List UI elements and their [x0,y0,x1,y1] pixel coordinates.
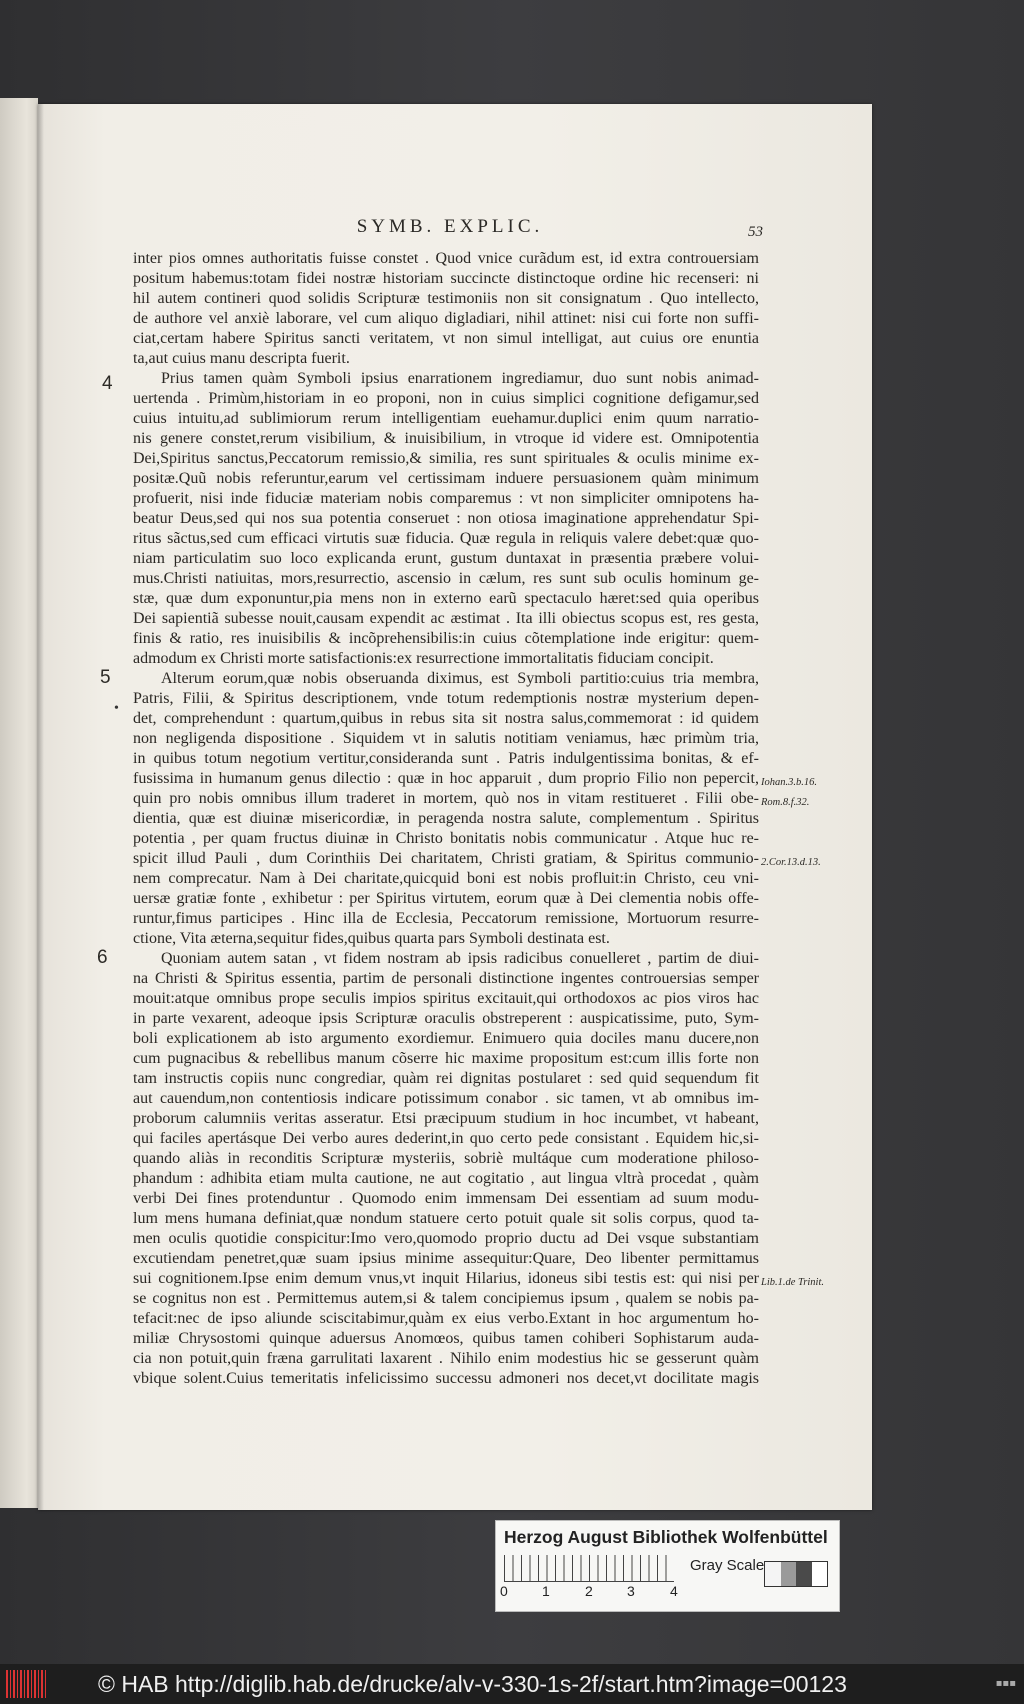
text-line: positum habemus:totam fidei nostræ historiam succincte distinctoque ordine hic recenseri: ni [133,270,759,287]
ruler-label: 1 [542,1583,550,1599]
text-line: Patris, Filii, & Spiritus descriptionem, vnde totum redemptionis nostræ mysterium depen- [133,690,759,707]
margin-note: Rom.8.f.32. [761,797,810,808]
text-line: lum mens humana definiat,quæ nondum statuere certo potuit quale sit solis corpus, quod ta- [133,1210,759,1227]
text-line: miliæ Chrysostomi quinque aduersus Anomœos, quibus tamen cohiberi Sophistarum auda- [133,1330,759,1347]
text-line: qui faciles apertásque Dei verbo aures dederint,in quo certo pede consistant . Equidem hic,si- [133,1130,759,1147]
paragraph-number-6: 6 [97,947,108,968]
margin-note: Lib.1.de Trinit. [761,1277,825,1288]
paragraph-number-5: 5 [100,667,111,688]
ruler-label: 4 [670,1583,678,1599]
text-line: de authore vel anxiè laborare, vel cum aliquo digladiari, nihil attinet: nisi cui forte non suffi- [133,310,759,327]
text-block [133,249,759,1389]
margin-note: 2.Cor.13.d.13. [761,857,821,868]
text-line: verbi Dei fines protenduntur . Quomodo enim immensam Dei essentiam ad suum modu- [133,1190,759,1207]
text-line: dientia, quæ est diuinæ misericordiæ, in peragenda nostra salute, complementum . Spiritus [133,810,759,827]
text-line: in quibus totum negotium vertitur,consideranda sunt . Patris indulgentissima bonitas, & ef- [133,750,759,767]
text-line: spicit illud Pauli , dum Corinthiis Dei charitatem, Christi gratiam, & Spiritus communio- [133,850,759,867]
text-line: tam instructis copiis nunc congrediar, quàm rei dignitas postularet : sed quid sequendum fit [133,1070,759,1087]
gray-swatch [765,1562,781,1586]
text-line: ta,aut cuius manu descripta fuerit. [133,350,350,367]
text-line: runtur,fimus participes . Hinc illa de Ecclesia, Peccatorum remissione, Mortuorum resurre- [133,910,759,927]
text-line: admodum ex Christi morte satisfactionis:ex resurrectione immortalitatis fiduciam concipit. [133,650,714,667]
text-line: positæ.Quũ nobis referuntur,earum vel certissimam induere persuasionem quàm minimum [133,470,759,487]
text-line: profuerit, nisi inde fiduciæ materiam nobis comparemus : vt non simpliciter omnipotens ha- [133,490,759,507]
text-line: na Christi & Spiritus essentia, partim de personali distinctione ingentes controuersias semper [133,970,759,987]
running-head: SYMB. EXPLIC. [356,216,544,237]
paragraph-number-4: 4 [102,373,113,394]
menu-dots-icon[interactable]: ▪▪▪ [995,1678,1016,1689]
text-line: Dei,Spiritus sanctus,Peccatorum remissio,& similia, res sunt spirituales & oculis minime ex- [133,450,759,467]
barcode-icon [6,1670,46,1698]
text-line: nem comprecatur. Nam à Dei charitate,quicquid boni est nobis profluit:in Christo, ceu vni- [133,870,759,887]
text-line: quin pro nobis omnibus illum traderet in mortem, quò nos in vitam restitueret . Filii obe- [133,790,759,807]
text-line: stæ, quæ dum exponuntur,pia mens non in externo earũ spectaculo hæret:sed quia operibus [133,590,759,607]
page-gutter-shadow [38,104,44,1510]
ruler-label: 3 [627,1583,635,1599]
text-line: hil autem contineri quod solidis Scripturæ testimoniis non sit consignatum . Quo intellecto, [133,290,759,307]
text-line: mouit:atque omnibus prope seculis impios spiritus excitauit,qui orthodoxos ac pios viros hac [133,990,759,1007]
text-line: se cognitus non est . Permittemus autem,si & talem concipiemus ipsum , qualem se nobis pa- [133,1290,759,1307]
text-line: sui cognitionem.Ipse enim demum vnus,vt inquit Hilarius, idoneus sibi testis est: qui nisi per [133,1270,759,1287]
text-line: phandum : adhibita etiam multa cautione, ne aut cogitatio , aut lingua vltrà procedat , quàm [133,1170,759,1187]
text-line: inter pios omnes authoritatis fuisse constet . Quod vnice curãdum est, id extra controuersiam [133,250,759,267]
text-line: tefacit:nec de ipso aliunde sciscitabimur,quàm ex eius verbo.Extant in hoc argumentum ho- [133,1310,759,1327]
text-line: beatur Deus,sed qui nos sua potentia conseruet : non otiosa imaginatione apprehendatur Spi- [133,510,759,527]
text-line: det, comprehendunt : quartum,quibus in rebus sita sit nostra salus,commemorat : id quidem [133,710,759,727]
text-line: potentia , per quam fructus diuinæ in Christo bonitatis nobis communicatur . Atque huc re- [133,830,759,847]
text-line: excutiendam penetret,quæ suam ipsius minime assequitur:Quare, Deo libenter permittamus [133,1250,759,1267]
text-line: uertenda . Primùm,historiam in eo proponi, non in cuius simplici cognitione defigamur,sed [133,390,759,407]
text-line: fusissima in humanum genus dilectio : quæ in hoc apparuit , dum proprio Filio non pepercit, [133,770,759,787]
text-line: boli explicationem ab isto argumento exordiemur. Enimuero quia dociles manu ducere,non [133,1030,759,1047]
text-line: quando aliàs in reconditis Scripturæ mysteriis, sobriè multáque cum moderatione philoso- [133,1150,759,1167]
text-line: ciat,certam habere Spiritus sancti veritatem, vt non simul intelligat, aut cuius ore enuntia [133,330,759,347]
measurement-ruler [504,1555,674,1582]
text-line: cia non potuit,quin fræna garrulitati laxarent . Nihilo enim modestius hic se gesserunt quàm [133,1350,759,1367]
text-line: ctione, Vita æterna,sequitur fides,quibus quarta pars Symboli destinata est. [133,930,610,947]
library-name: Herzog August Bibliothek Wolfenbüttel [504,1527,828,1547]
viewer-footer [0,1664,1024,1704]
source-url[interactable]: © HAB http://diglib.hab.de/drucke/alv-v-330-1s-2f/start.htm?image=00123 [98,1671,847,1697]
ruler-label: 2 [585,1583,593,1599]
previous-page-edge [0,98,38,1508]
library-scale-card [495,1520,840,1612]
gray-swatch [796,1562,812,1586]
gray-scale-label: Gray Scale [690,1557,765,1574]
gray-swatch [781,1562,797,1586]
text-line: cum pugnacibus & rebellibus manum cõserre hic maxime propositum est:cum illis forte non [133,1050,759,1067]
text-line: uersæ gratiæ fonte , exhibetur : per Spiritus virtutem, eorum quæ à Dei clementia nobis offe- [133,890,759,907]
gray-swatch [812,1562,828,1586]
text-line: Dei sapientiã subesse nouit,causam expendit ac æstimat . Ita illi obiectus scopus est, res gesta, [133,610,759,627]
text-line: Alterum eorum,quæ nobis obseruanda diximus, est Symboli partitio:cuius tria membra, [161,670,759,687]
gray-scale-swatches [764,1561,828,1587]
text-line: in parte vexarent, adeoque ipsis Scripturæ oraculis obstreperent : auspicatissime, puto, Sym- [133,1010,759,1027]
text-line: Prius tamen quàm Symboli ipsius enarrationem ingrediamur, duo sunt nobis animad- [161,370,759,387]
text-line: nis genere constet,rerum visibilium, & inuisibilium, in vtroque id videre est. Omnipotentia [133,430,759,447]
page-number: 53 [748,224,763,240]
text-line: niam particulatim suo loco explicanda erunt, gustum duntaxat in præsentia præbere volui- [133,550,759,567]
text-line: mus.Christi natiuitas, mors,resurrectio, ascensio in cælum, res sunt sub oculis hominum ge- [133,570,759,587]
text-line: ritus sãctus,sed cum efficaci virtutis suæ fiducia. Quæ regula in reliquis valere debet:quæ quo- [133,530,759,547]
text-line: finis & ratio, res inuisibilis & incõprehensibilis:in cuius cõtemplatione inde erigitur: quem- [133,630,759,647]
text-line: men oculis quotidie conspicitur:Imo vero,quomodo proprio ductu ad Dei vsque substantiam [133,1230,759,1247]
text-line: vbique solent.Cuius temeritatis infelicissimo successu admoneri nos decet,vt docilitate magis [133,1370,759,1387]
margin-dot: • [114,701,119,716]
text-line: Quoniam autem satan , vt fidem nostram ab ipsis radicibus conuelleret , partim de diui- [161,950,759,967]
ruler-label: 0 [500,1583,508,1599]
margin-note: Iohan.3.b.16. [761,777,817,788]
text-line: aut cauendum,non contentiosis indicare potissimum conabor . sic tamen, vt ab omnibus im- [133,1090,759,1107]
text-line: proborum calumniis veritas asseratur. Etsi præcipuum studium in hoc incumbet, vt habeant, [133,1110,759,1127]
text-line: cuius intuitu,ad sublimiorum rerum intelligentiam euehamur.duplici enim quum narratio- [133,410,759,427]
text-line: non negligenda dispositione . Siquidem vt in salutis notitiam veniamus, hæc primùm tria, [133,730,759,747]
